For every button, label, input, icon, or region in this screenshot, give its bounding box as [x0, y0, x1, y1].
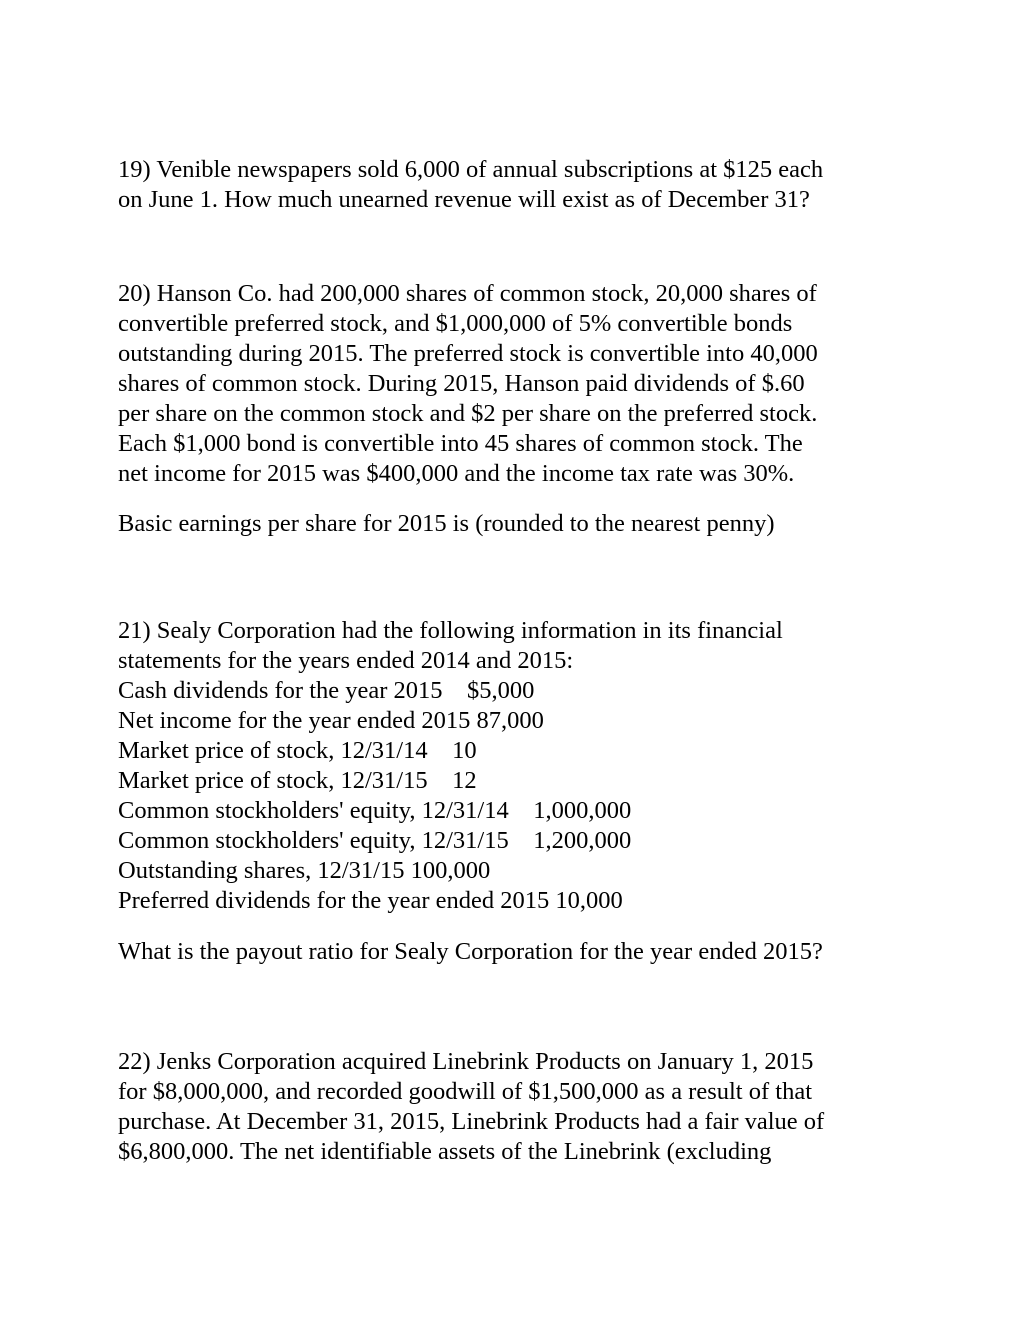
question-21-line: statements for the years ended 2014 and 2015: — [118, 647, 574, 674]
question-21-data-row: Preferred dividends for the year ended 2015 10,000 — [118, 887, 623, 914]
question-21 — [118, 616, 783, 916]
question-20-line: outstanding during 2015. The preferred stock is convertible into 40,000 — [118, 340, 818, 367]
question-20 — [118, 279, 818, 489]
question-21-prompt-text: What is the payout ratio for Sealy Corporation for the year ended 2015? — [118, 938, 823, 965]
question-21-data-row: Outstanding shares, 12/31/15 100,000 — [118, 857, 491, 884]
question-20-line: shares of common stock. During 2015, Hanson paid dividends of $.60 — [118, 370, 805, 397]
question-20-line: convertible preferred stock, and $1,000,000 of 5% convertible bonds — [118, 310, 793, 337]
question-21-data-row: Net income for the year ended 2015 87,000 — [118, 707, 544, 734]
question-20-prompt — [118, 509, 775, 539]
question-19-line: 19) Venible newspapers sold 6,000 of annual subscriptions at $125 each — [118, 156, 824, 183]
question-21-data-row: Market price of stock, 12/31/14 10 — [118, 737, 477, 764]
question-21-line: 21) Sealy Corporation had the following information in its financial — [118, 617, 783, 644]
question-22-line: $6,800,000. The net identifiable assets of the Linebrink (excluding — [118, 1138, 772, 1165]
question-22-line: purchase. At December 31, 2015, Linebrink Products had a fair value of — [118, 1108, 825, 1135]
question-21-data-row: Market price of stock, 12/31/15 12 — [118, 767, 477, 794]
question-20-line: 20) Hanson Co. had 200,000 shares of common stock, 20,000 shares of — [118, 280, 817, 307]
question-19 — [118, 155, 823, 215]
question-20-prompt-text: Basic earnings per share for 2015 is (rounded to the nearest penny) — [118, 510, 775, 537]
question-21-data-row: Cash dividends for the year 2015 $5,000 — [118, 677, 535, 704]
question-20-line: net income for 2015 was $400,000 and the income tax rate was 30%. — [118, 460, 795, 487]
question-20-line: per share on the common stock and $2 per share on the preferred stock. — [118, 400, 818, 427]
question-19-line: on June 1. How much unearned revenue will exist as of December 31? — [118, 186, 810, 213]
question-22 — [118, 1047, 824, 1167]
question-20-line: Each $1,000 bond is convertible into 45 shares of common stock. The — [118, 430, 803, 457]
question-22-line: 22) Jenks Corporation acquired Linebrink Products on January 1, 2015 — [118, 1048, 814, 1075]
question-21-prompt — [118, 937, 823, 967]
question-22-line: for $8,000,000, and recorded goodwill of $1,500,000 as a result of that — [118, 1078, 813, 1105]
question-21-data-row: Common stockholders' equity, 12/31/15 1,200,000 — [118, 827, 632, 854]
question-21-data-row: Common stockholders' equity, 12/31/14 1,000,000 — [118, 797, 632, 824]
